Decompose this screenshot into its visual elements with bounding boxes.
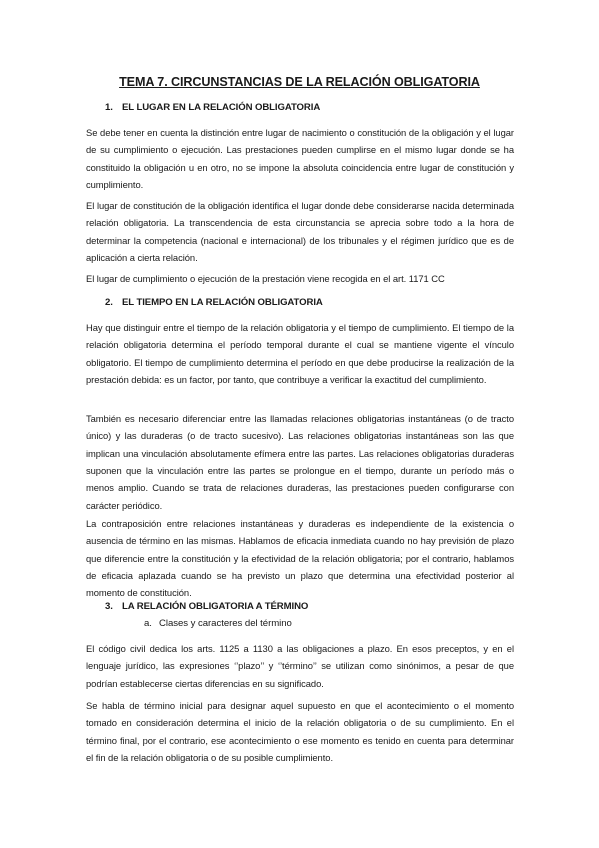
paragraph: Hay que distinguir entre el tiempo de la relación obligatoria y el tiempo de cumplimiento. El tiempo de la relación obligatoria determina el período temporal durante el cual se mantiene vigente el vínculo obligatorio. El tiempo de cumplimiento determina el período en que debe producirse la realización de la prestación debida: es un factor, por tanto, que contribuye a verificar la exactitud del cumplimiento. (86, 322, 514, 386)
section-heading-termino (105, 601, 308, 612)
section-number: 1. (105, 102, 113, 113)
section-number: 2. (105, 297, 113, 308)
document-title: TEMA 7. CIRCUNSTANCIAS DE LA RELACIÓN OBLIGATORIA (119, 75, 480, 89)
section-heading-tiempo (105, 297, 323, 308)
paragraph: La contraposición entre relaciones instantáneas y duraderas es independiente de la existencia o ausencia de término en las mismas. Hablamos de eficacia inmediata cuando no hay previsión de plazo que diferencie entre la constitución y la efectividad de la relación obligatoria; por el contrario, hablamos de eficacia aplazada cuando se ha previsto un plazo que determina una efectividad posterior al momento de constitución. (86, 518, 514, 599)
paragraph: El código civil dedica los arts. 1125 a 1130 a las obligaciones a plazo. En esos preceptos, y en el lenguaje jurídico, las expresiones ‘’plazo’’ y ‘’término’’ se utilizan como sinónimos, a pesar de que podrían establecerse ciertas diferencias en su significado. (86, 643, 514, 689)
subsection-heading (144, 618, 292, 629)
paragraph: Se habla de término inicial para designar aquel supuesto en que el acontecimiento o el momento tomado en consideración determina el inicio de la relación obligatoria o de su cumplimiento. En el término final, por el contrario, ese acontecimiento o ese momento es tenido en cuenta para determinar el fin de la relación obligatoria o de su posible cumplimiento. (86, 700, 514, 764)
section-title: EL TIEMPO EN LA RELACIÓN OBLIGATORIA (122, 297, 323, 308)
paragraph: Se debe tener en cuenta la distinción entre lugar de nacimiento o constitución de la obligación y el lugar de su cumplimiento o ejecución. Las prestaciones pueden cumplirse en el mismo lugar donde se ha constituido la obligación u en otro, no se impone la absoluta coincidencia entre lugar de constitución y cumplimiento. (86, 127, 514, 191)
subsection-title: Clases y caracteres del término (159, 618, 292, 629)
paragraph: El lugar de constitución de la obligación identifica el lugar donde debe considerarse nacida determinada relación obligatoria. La transcendencia de esta circunstancia se aprecia sobre todo a la hora de determinar la competencia (nacional e internacional) de los tribunales y el régimen jurídico que es de aplicación a cierta relación. (86, 200, 514, 264)
section-title: EL LUGAR EN LA RELACIÓN OBLIGATORIA (122, 102, 321, 113)
section-heading-lugar (105, 102, 320, 113)
paragraph: El lugar de cumplimiento o ejecución de la prestación viene recogida en el art. 1171 CC (86, 273, 445, 284)
section-number: 3. (105, 601, 113, 612)
subsection-number: a. (144, 618, 152, 629)
paragraph: También es necesario diferenciar entre las llamadas relaciones obligatorias instantáneas (o de tracto único) y las duraderas (o de tracto sucesivo). Las relaciones obligatorias instantáneas son las que implican una vinculación absolutamente efímera entre las partes. Las relaciones obligatorias duraderas suponen que la vinculación entre las partes se prolongue en el tiempo, durante un período más o menos amplio. Cuando se trata de relaciones duraderas, las prestaciones pueden configurarse con carácter periódico. (86, 413, 514, 511)
section-title: LA RELACIÓN OBLIGATORIA A TÉRMINO (122, 601, 309, 612)
